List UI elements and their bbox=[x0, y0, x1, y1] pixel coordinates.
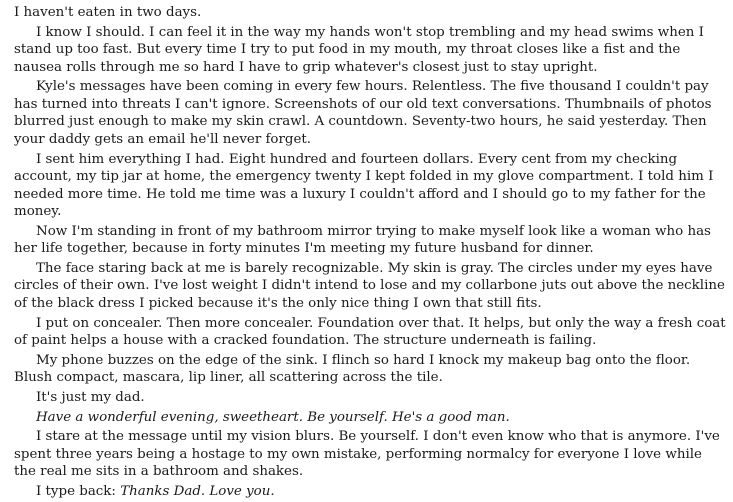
paragraph-last bbox=[14, 483, 727, 501]
paragraph: I stare at the message until my vision blurs. Be yourself. I don't even know who that is anymore. I've spent three years being a hostage to my own mistake, performing normalcy for everyone I love while the real me sits in a bathroom and shakes. bbox=[14, 429, 720, 480]
paragraph: I haven't eaten in two days. bbox=[14, 5, 202, 20]
reply-prefix: I type back: bbox=[36, 484, 121, 500]
text-message-quote: Have a wonderful evening, sweetheart. Be yourself. He's a good man. bbox=[36, 409, 510, 425]
paragraph: It's just my dad. bbox=[36, 390, 145, 405]
paragraph: My phone buzzes on the edge of the sink. I flinch so hard I knock my makeup bag onto the floor. Blush compact, mascara, lip liner, all scattering across the tile. bbox=[14, 352, 691, 386]
reply-message: Thanks Dad. Love you. bbox=[120, 484, 275, 500]
paragraph: I know I should. I can feel it in the way my hands won't stop trembling and my head swims when I stand up too fast. But every time I try to put food in my mouth, my throat closes like a fist and the nausea rolls through me so hard I have to grip whatever's closest just to stay upright. bbox=[14, 24, 704, 75]
paragraph: I put on concealer. Then more concealer. Foundation over that. It helps, but only the way a fresh coat of paint helps a house with a cracked foundation. The structure underneath is failing. bbox=[14, 315, 726, 349]
paragraph: The face staring back at me is barely recognizable. My skin is gray. The circles under my eyes have circles of their own. I've lost weight I didn't intend to lose and my collarbone juts out above the neckline of the black dress I picked because it's the only nice thing I own that still fits. bbox=[14, 260, 725, 311]
paragraph: I sent him everything I had. Eight hundred and fourteen dollars. Every cent from my checking account, my tip jar at home, the emergency twenty I kept folded in my glove compartment. I told him I needed more time. He told me time was a luxury I couldn't afford and I should go to my father for the money. bbox=[14, 151, 714, 220]
paragraph: Kyle's messages have been coming in every few hours. Relentless. The five thousand I couldn't pay has turned into threats I can't ignore. Screenshots of our old text conversations. Thumbnails of photos blurred just enough to make my skin crawl. A countdown. Seventy-two hours, he said yesterday. Then your daddy gets an email he'll never forget. bbox=[14, 79, 712, 147]
paragraph: Now I'm standing in front of my bathroom mirror trying to make myself look like a woman who has her life together, because in forty minutes I'm meeting my future husband for dinner. bbox=[14, 223, 711, 257]
